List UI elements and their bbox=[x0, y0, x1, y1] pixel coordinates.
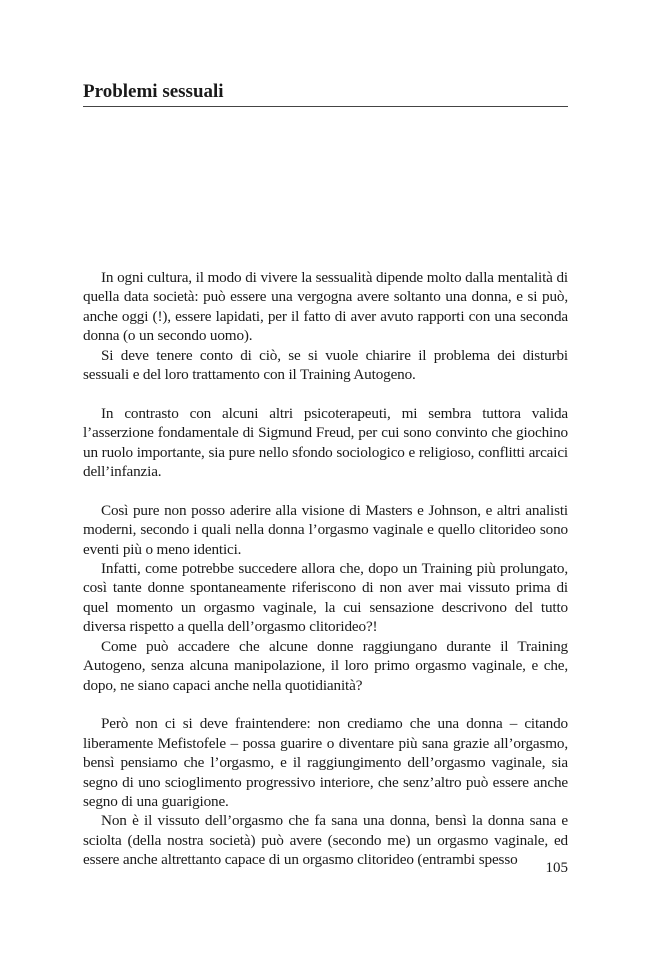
paragraph: Infatti, come potrebbe succedere allora che, dopo un Training più prolungato, così tante donne spontaneamente riferiscono di non aver mai vissuto prima di quel momento un orgasmo vaginale, la cui sensazione descrivono del tutto diversa rispetto a quella dell’orgasmo clitorideo?! bbox=[83, 560, 568, 636]
paragraph: Non è il vissuto dell’orgasmo che fa sana una donna, bensì la donna sana e sciolta (della nostra società) può avere (secondo me) un orgasmo vaginale, ed essere anche altrettanto capace di un orgasmo clitorideo (entrambi spesso bbox=[83, 812, 568, 869]
paragraph: Come può accadere che alcune donne raggiungano durante il Training Autogeno, senza alcuna manipolazione, il loro primo orgasmo vaginale, e che, dopo, ne siano capaci anche nella quotidianità? bbox=[83, 637, 568, 694]
chapter-title: Problemi sessuali bbox=[83, 80, 568, 107]
paragraph: In ogni cultura, il modo di vivere la sessualità dipende molto dalla mentalità di quella data società: può essere una vergogna avere soltanto una donna, e si può, anche oggi (!), essere lapidati, per il fatto di aver avuto rapporti con una seconda donna (o un secondo uomo). bbox=[83, 269, 568, 345]
paragraph: Si deve tenere conto di ciò, se si vuole chiarire il problema dei disturbi sessuali e del loro trattamento con il Training Autogeno. bbox=[83, 346, 568, 384]
page-number: 105 bbox=[545, 860, 568, 876]
paragraph: Però non ci si deve fraintendere: non crediamo che una donna – citando liberamente Mefistofele – possa guarire o diventare più sana grazie all’orgasmo, bensì pensiamo che l’orgasmo, e il raggiungimento dell’orgasmo vaginale, sia segno di uno scioglimento progressivo interiore, che senz’altro può essere anche segno di una guarigione. bbox=[83, 715, 568, 810]
body-text bbox=[83, 268, 568, 870]
paragraph: In contrasto con alcuni altri psicoterapeuti, mi sembra tuttora valida l’asserzione fondamentale di Sigmund Freud, per cui sono convinto che giochino un ruolo importante, sia pure nello sfondo sociologico e religioso, conflitti arcaici dell’infanzia. bbox=[83, 404, 568, 481]
paragraph: Così pure non posso aderire alla visione di Masters e Johnson, e altri analisti moderni, secondo i quali nella donna l’orgasmo vaginale e quello clitorideo sono eventi più o meno identici. bbox=[83, 501, 568, 558]
